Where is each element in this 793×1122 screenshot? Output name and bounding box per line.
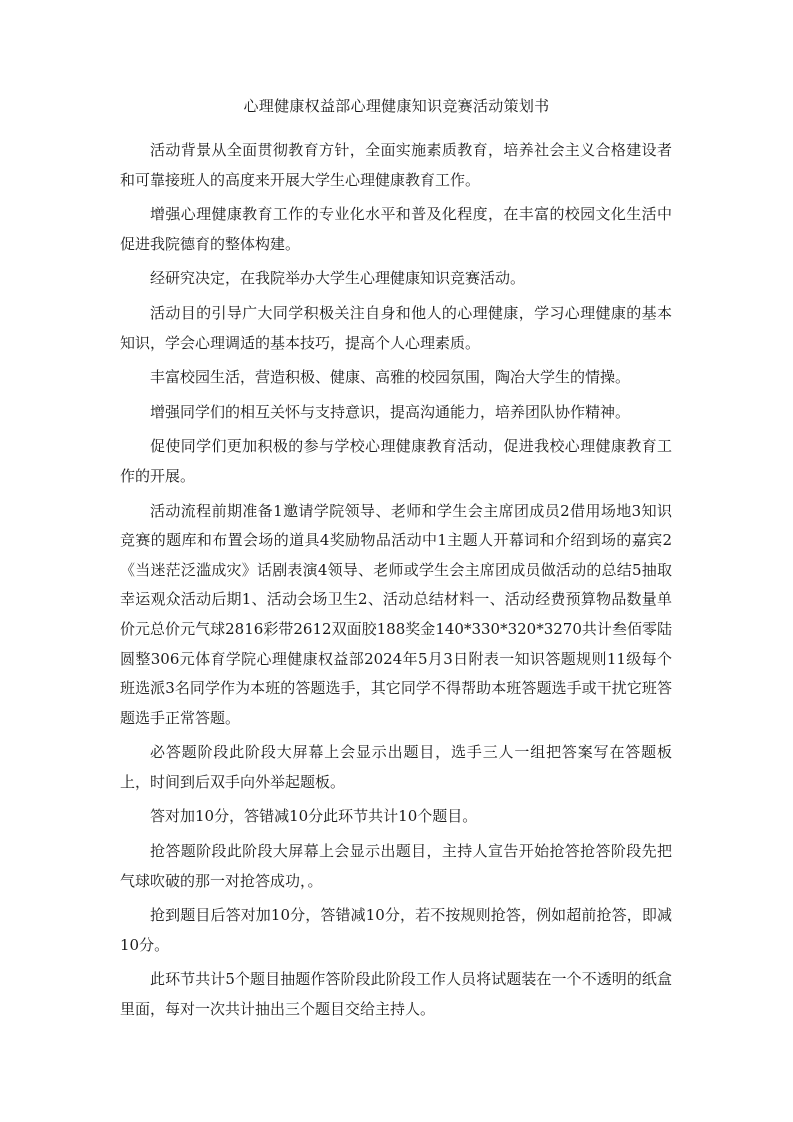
paragraph-campus-life: 丰富校园生活，营造积极、健康、高雅的校园氛围，陶冶大学生的情操。 [150, 368, 631, 387]
paragraph-required-questions: 必答题阶段此阶段大屏幕上会显示出题目，选手三人一组把答案写在答题板上，时间到后双手向外举起题板。 [120, 743, 672, 791]
paragraph-required-scoring: 答对加10分，答错减10分此环节共计10个题目。 [150, 807, 478, 826]
paragraph-strengthen-education: 增强心理健康教育工作的专业化水平和普及化程度，在丰富的校园文化生活中促进我院德育的整体构建。 [120, 205, 672, 253]
paragraph-participation: 促使同学们更加积极的参与学校心理健康教育活动，促进我校心理健康教育工作的开展。 [120, 437, 672, 485]
document-title: 心理健康权益部心理健康知识竞赛活动策划书 [243, 97, 550, 115]
paragraph-buzzer-round: 抢答题阶段此阶段大屏幕上会显示出题目，主持人宣告开始抢答抢答阶段先把气球吹破的那一对抢答成功，。 [120, 842, 672, 890]
paragraph-background: 活动背景从全面贯彻教育方针，全面实施素质教育，培养社会主义合格建设者和可靠接班人的高度来开展大学生心理健康教育工作。 [120, 141, 672, 189]
paragraph-teamwork: 增强同学们的相互关怀与支持意识，提高沟通能力，培养团队协作精神。 [150, 402, 631, 421]
paragraph-purpose: 活动目的引导广大同学积极关注自身和他人的心理健康，学习心理健康的基本知识，学会心理调适的基本技巧，提高个人心理素质。 [120, 303, 672, 352]
document-body [120, 136, 672, 1030]
paragraph-draw-round: 此环节共计5个题目抽题作答阶段此阶段工作人员将试题装在一个不透明的纸盒里面，每对一次共计抽出三个题目交给主持人。 [120, 970, 672, 1019]
paragraph-buzzer-scoring: 抢到题目后答对加10分，答错减10分，若不按规则抢答，例如超前抢答，即减10分。 [120, 906, 672, 954]
paragraph-process-and-budget: 活动流程前期准备1邀请学院领导、老师和学生会主席团成员2借用场地3知识竞赛的题库和布置会场的道具4奖励物品活动中1主题人开幕词和介绍到场的嘉宾2《当迷茫泛滥成灾》话剧表演4领导、老师或学生会主席团成员做活动的总结5抽取幸运观众活动后期1、活动会场卫生2、活动总结材料一、活动经费预算物品数量单价元总价元气球2816彩带2612双面胶188奖金140*330*320*3270共计叁佰零陆圆整306元体育学院心理健康权益部2024年5月3日附表一知识答题规则11级每个班选派3名同学作为本班的答题选手，其它同学不得帮助本班答题选手或干扰它班答题选手正常答题。 [120, 501, 672, 727]
paragraph-decision: 经研究决定，在我院举办大学生心理健康知识竞赛活动。 [150, 269, 526, 288]
